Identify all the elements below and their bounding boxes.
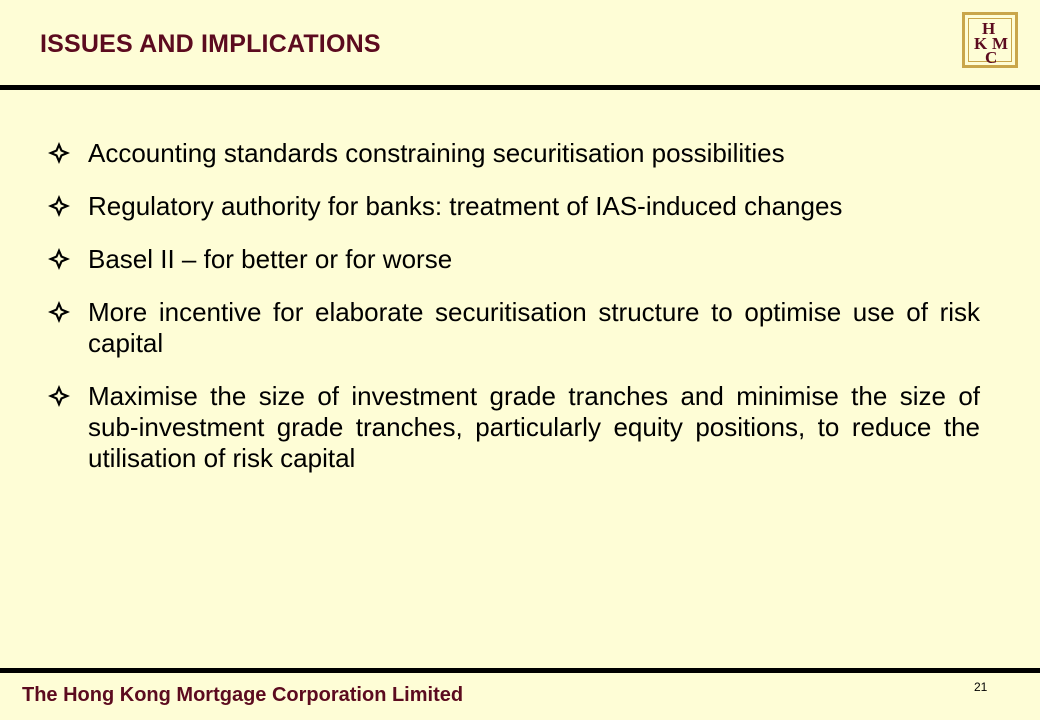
page-number: 21 xyxy=(974,680,988,694)
header-divider xyxy=(0,85,1040,90)
bullet-text: Regulatory authority for banks: treatment of IAS-induced changes xyxy=(88,191,843,221)
footer-divider xyxy=(0,668,1040,673)
logo-letter-h: H xyxy=(982,19,996,38)
bullet-text: Maximise the size of investment grade tranches and minimise the size of sub-investment grade tranches, particularly equity positions, to reduce the utilisation of risk capital xyxy=(88,381,980,473)
bullet-text: More incentive for elaborate securitisation structure to optimise use of risk capital xyxy=(88,297,980,358)
logo-letter-c: C xyxy=(985,48,998,67)
list-item xyxy=(48,191,980,222)
list-item xyxy=(48,244,980,275)
bullet-text: Basel II – for better or for worse xyxy=(88,244,453,274)
logo-letter-k: K xyxy=(974,34,988,53)
diamond-bullet-icon xyxy=(48,142,70,164)
list-item xyxy=(48,381,980,474)
bullet-list xyxy=(48,138,980,496)
diamond-bullet-icon xyxy=(48,301,70,323)
footer-company-name: The Hong Kong Mortgage Corporation Limited xyxy=(22,684,464,706)
logo-letter-m: M xyxy=(992,34,1009,53)
diamond-bullet-icon xyxy=(48,385,70,407)
list-item xyxy=(48,138,980,169)
bullet-text: Accounting standards constraining securitisation possibilities xyxy=(88,138,785,168)
diamond-bullet-icon xyxy=(48,248,70,270)
company-logo xyxy=(962,12,1018,68)
diamond-bullet-icon xyxy=(48,195,70,217)
list-item xyxy=(48,297,980,359)
page-title: ISSUES AND IMPLICATIONS xyxy=(40,30,381,58)
